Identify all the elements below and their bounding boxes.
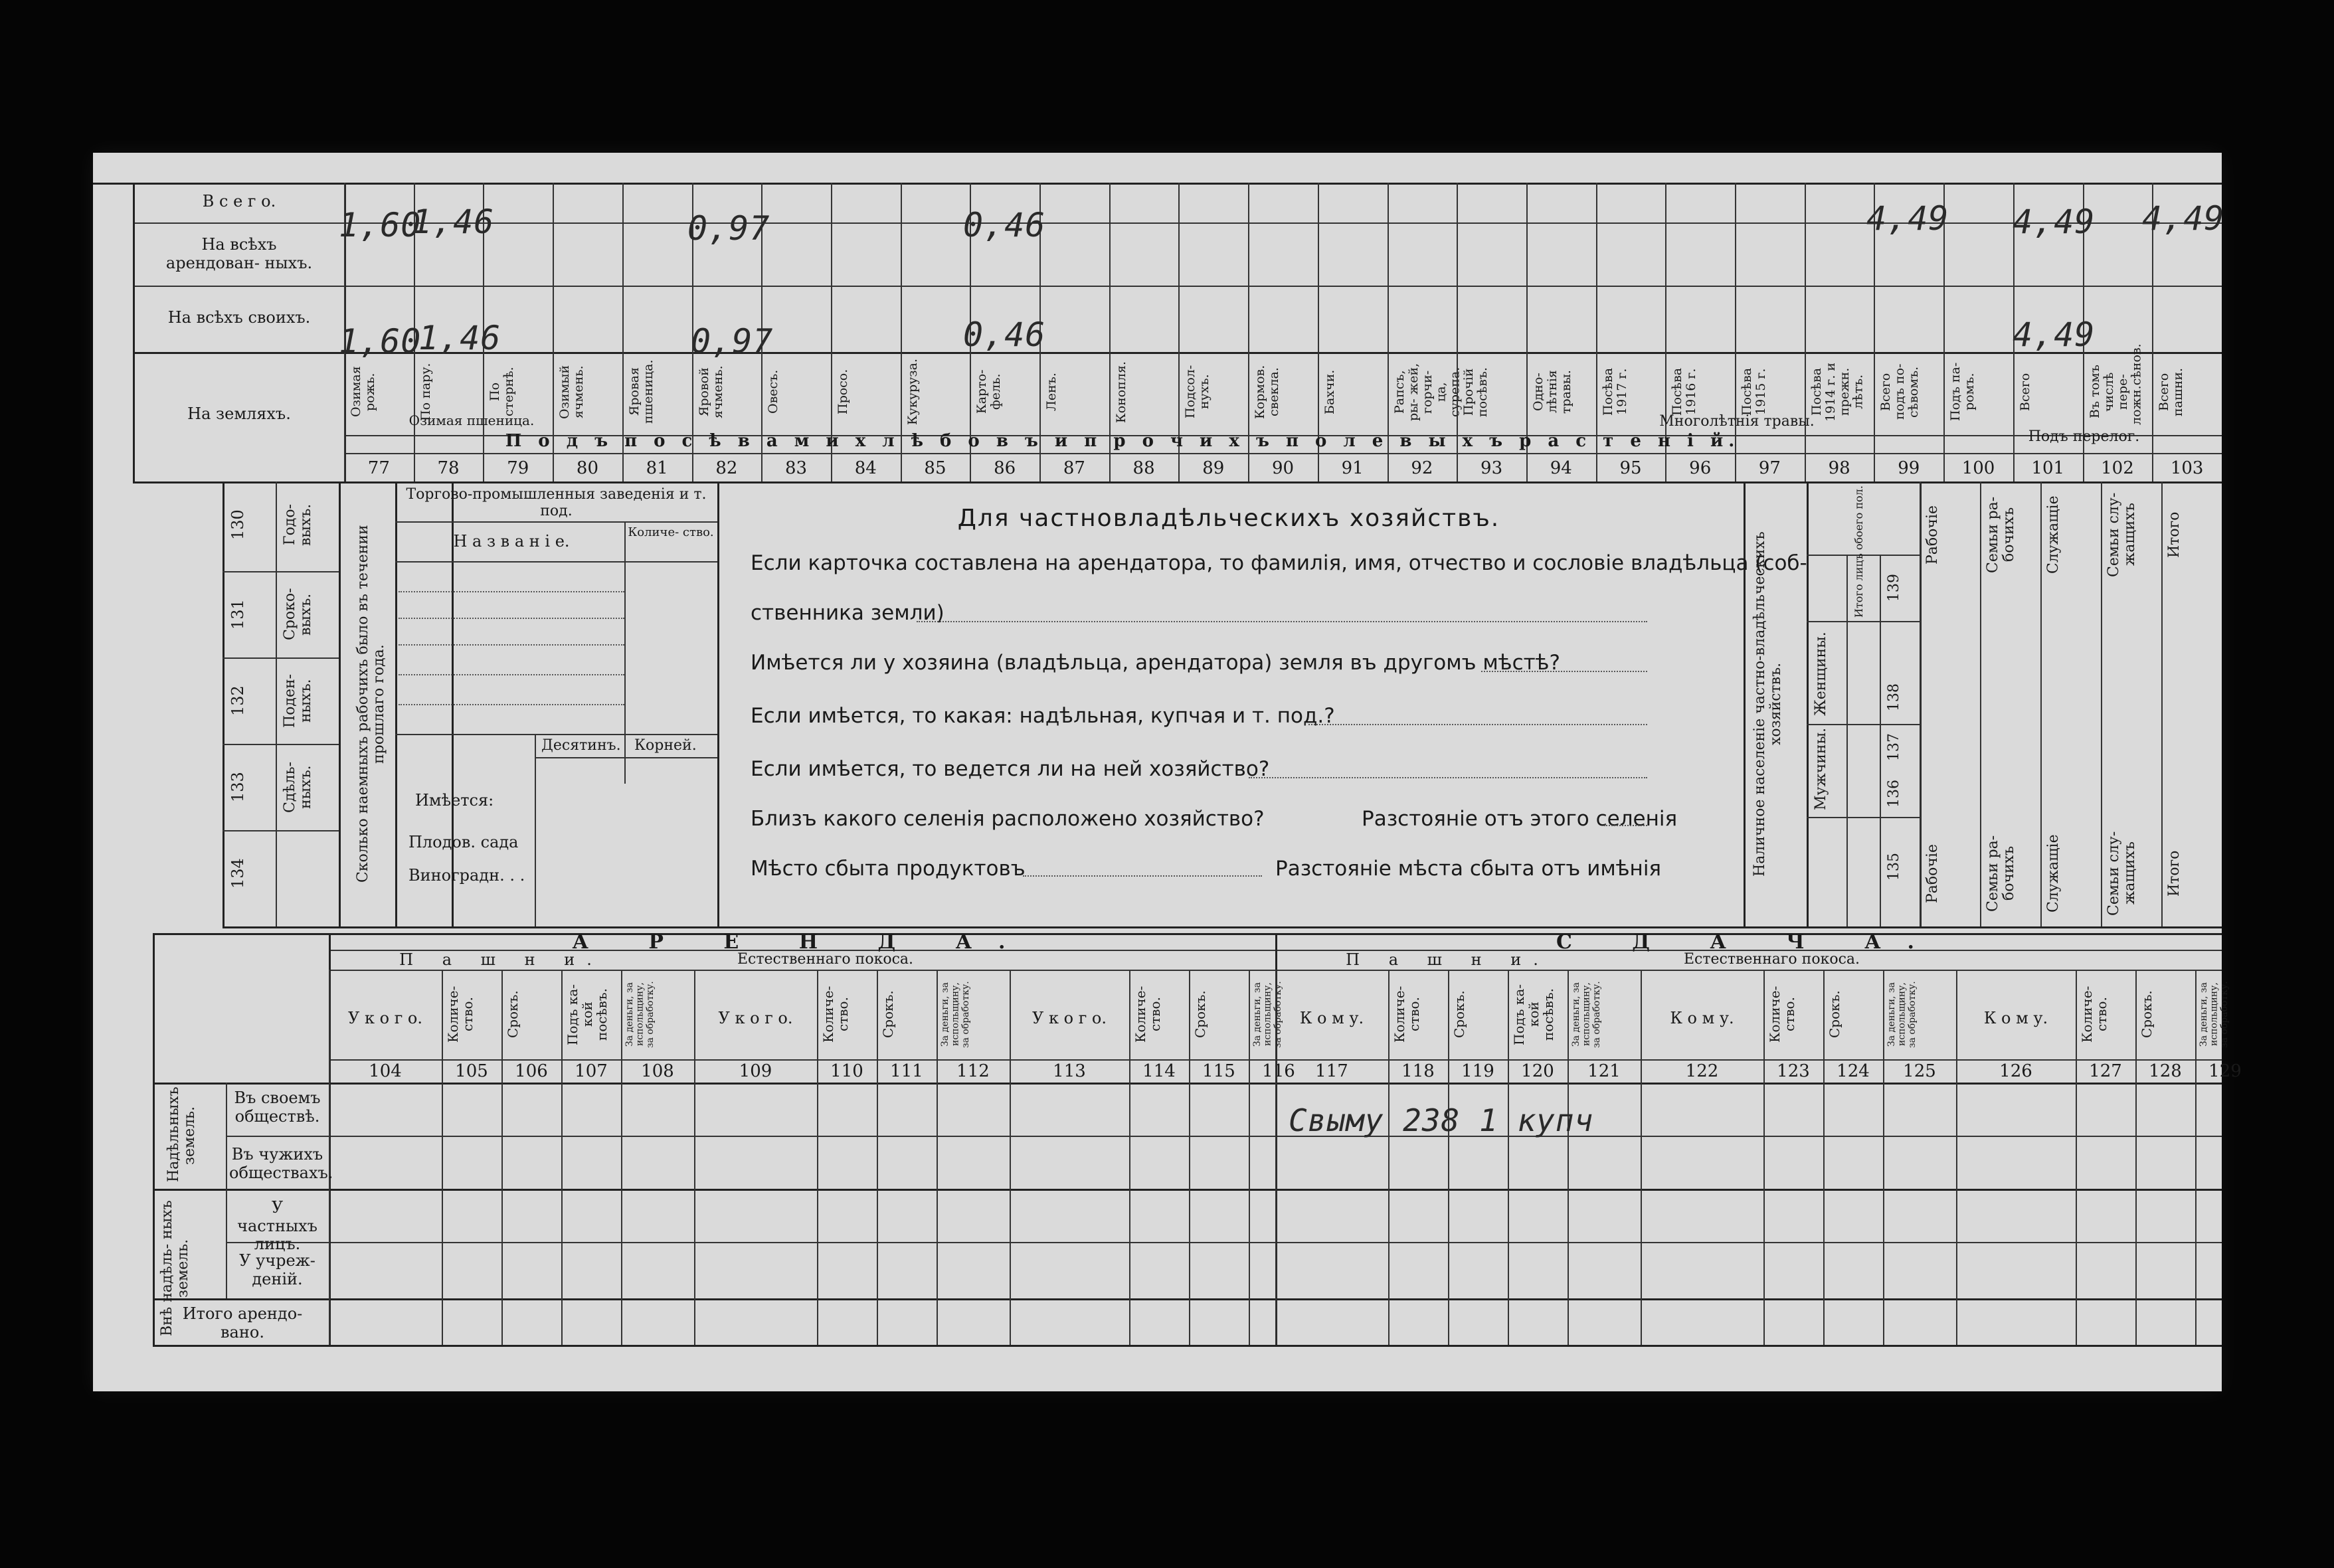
- crop-col-label: Карто- фель.: [974, 369, 1004, 414]
- row-rented-label: На всѣхъ арендован- ныхъ.: [165, 235, 313, 272]
- lease-col-label: Количе- ство.: [1132, 986, 1163, 1043]
- crop-col-number: 93: [1481, 458, 1503, 478]
- crop-col-number: 103: [2170, 458, 2204, 478]
- arenda-header: А Р Е Н Д А.: [572, 930, 1032, 954]
- sdacha-pokos: Естественнаго покоса.: [1683, 951, 1860, 968]
- row-other-obsh: Въ чужихъ обществахъ.: [229, 1145, 333, 1182]
- crop-col-label: Посѣва 1914 г. и прежн. лѣтъ.: [1809, 362, 1866, 422]
- winter-wheat-label: Озимая пшеница.: [408, 412, 535, 428]
- hw-own-1: 1,60: [339, 322, 422, 361]
- private-q4: Если имѣется, то ведется ли на ней хозяйство?: [751, 757, 1270, 781]
- trade-orchard: Плодов. сада: [408, 833, 519, 851]
- crop-col-label: По пару.: [418, 363, 433, 421]
- crop-col-number: 83: [785, 458, 808, 478]
- trade-vineyard: Виноградн. . .: [408, 866, 525, 885]
- crop-col-number: 91: [1341, 458, 1364, 478]
- crop-col-number: 95: [1619, 458, 1642, 478]
- crop-col-label: Посѣва 1915 г.: [1740, 367, 1768, 416]
- row-own-label: На всѣхъ своихъ.: [167, 308, 311, 327]
- lease-col-label: За деньги, за испольщину, за обработку.: [624, 981, 656, 1048]
- crop-col-number: 96: [1689, 458, 1712, 478]
- population-right-col-label: Семьи слу- жащихъ: [2106, 492, 2139, 577]
- private-q6a: Мѣсто сбыта продуктовъ: [751, 857, 1026, 881]
- lease-col-label: Срокъ.: [1827, 990, 1842, 1039]
- lease-col-label: К о м у.: [1670, 1009, 1734, 1027]
- lease-col-number: 124: [1837, 1061, 1870, 1081]
- crop-col-label: Всего подъ по- сѣвомъ.: [1878, 363, 1922, 420]
- trade-header: Торгово-промышленныя заведенiя и т. под.: [406, 486, 707, 520]
- fallow-label: Подъ перелог.: [2028, 428, 2140, 445]
- hw-own-5: 4,49: [2013, 315, 2096, 354]
- hw-own-4: 0,46: [963, 315, 1046, 354]
- population-side-label: Наличное населенiе частно-владѣльческихъ хозяйствъ.: [1751, 531, 1785, 877]
- row-on-lands-label: На земляхъ.: [187, 404, 291, 423]
- workers-col-label: [282, 837, 335, 910]
- lease-col-label: Срокъ.: [1451, 990, 1467, 1039]
- hw-total-5: 4,49: [1866, 199, 1949, 238]
- private-q5a: Близъ какого селенiя расположено хозяйство?: [751, 807, 1265, 831]
- crop-col-number: 102: [2101, 458, 2134, 478]
- crop-col-number: 85: [924, 458, 946, 478]
- lease-col-number: 119: [1461, 1061, 1494, 1081]
- lease-col-label: Срокъ.: [2139, 990, 2155, 1039]
- crop-col-label: Всего: [2017, 373, 2032, 411]
- lease-col-label: Количе- ство.: [1767, 986, 1797, 1043]
- lease-col-number: 106: [515, 1061, 548, 1081]
- crop-col-label: Подъ па- ромъ.: [1948, 362, 1977, 422]
- row-own-obsh: Въ своемъ обществѣ.: [234, 1089, 321, 1126]
- crop-col-number: 90: [1271, 458, 1295, 478]
- lease-col-label: К о м у.: [1983, 1009, 2048, 1027]
- lease-col-number: 125: [1903, 1061, 1936, 1081]
- crop-col-label: Одно- лѣтнiя травы.: [1530, 370, 1573, 414]
- population-right-col-label: Рабочiе: [1924, 843, 1941, 903]
- lease-col-label: Срокъ.: [505, 990, 521, 1039]
- lease-col-number: 129: [2208, 1061, 2242, 1081]
- lease-col-number: 117: [1315, 1061, 1348, 1081]
- lease-col-label: За деньги, за испольщину, за обработку.: [1571, 981, 1602, 1048]
- crop-col-number: 92: [1411, 458, 1433, 478]
- lease-col-label: Количе- ство.: [820, 986, 851, 1043]
- crop-col-number: 97: [1758, 458, 1781, 478]
- population-col-number: 137: [1886, 733, 1902, 761]
- crop-col-number: 94: [1550, 458, 1572, 478]
- population-right-col-label: Семьи слу- жащихъ: [2106, 831, 2139, 916]
- crop-col-number: 81: [646, 458, 668, 478]
- trade-qty-col: Количе- ство.: [628, 525, 714, 539]
- lease-col-number: 115: [1202, 1061, 1235, 1081]
- lease-col-label: За деньги, за испольщину, за обработку.: [1252, 981, 1283, 1048]
- lease-col-label: Срокъ.: [880, 990, 896, 1039]
- lease-col-label: У к о г о.: [1032, 1009, 1107, 1027]
- crop-col-label: Яровая пшеница.: [626, 359, 656, 424]
- lease-col-number: 118: [1401, 1061, 1435, 1081]
- crop-col-number: 99: [1898, 458, 1920, 478]
- lease-col-number: 110: [830, 1061, 863, 1081]
- workers-col-label: Сроко- выхъ.: [282, 588, 315, 641]
- population-women: Женщины.: [1813, 632, 1829, 717]
- row-total-label: В с е г о.: [202, 192, 276, 211]
- private-q6b: Разстоянiе мѣста сбыта отъ имѣнiя: [1275, 857, 1662, 881]
- population-men: Мужчины.: [1813, 727, 1829, 810]
- population-right-col-label: Семьи ра- бочихъ: [1985, 835, 2018, 912]
- hw-total-7: 4,49: [2142, 199, 2225, 238]
- trade-desyatin: Десятинъ.: [541, 737, 621, 754]
- crop-col-number: 79: [507, 458, 529, 478]
- crop-col-label: Бахчи.: [1322, 369, 1337, 414]
- crop-col-label: Подсол- нухъ.: [1183, 365, 1212, 419]
- private-q1a: Если карточка составлена на арендатора, то фамилiя, имя, отчество и сословiе владѣльца (соб-: [751, 551, 1807, 575]
- private-q2: Имѣется ли у хозяина (владѣльца, арендатора) земля въ другомъ мѣстѣ?: [751, 651, 1560, 675]
- hw-own-2: 1,46: [418, 319, 501, 357]
- lease-col-number: 123: [1777, 1061, 1810, 1081]
- lease-col-number: 108: [641, 1061, 674, 1081]
- hw-total-1: 1,60: [339, 206, 422, 244]
- private-q3: Если имѣется, то какая: надѣльная, купчая и т. под.?: [751, 704, 1335, 728]
- lease-col-number: 114: [1142, 1061, 1176, 1081]
- row-itogo: Итого арендо- вано.: [182, 1304, 303, 1342]
- crop-col-number: 98: [1828, 458, 1850, 478]
- perennial-label: Многолѣтнiя травы.: [1659, 413, 1815, 430]
- population-right-col-label: Служащiе: [2045, 495, 2062, 574]
- trade-has: Имѣется:: [415, 791, 494, 810]
- crop-col-label: Просо.: [835, 369, 850, 415]
- arenda-pokos: Естественнаго покоса.: [737, 951, 913, 968]
- crop-col-number: 77: [367, 458, 390, 478]
- arenda-pashni: П а ш н и.: [399, 950, 604, 969]
- crop-col-number: 87: [1063, 458, 1085, 478]
- population-right-col-label: Семьи ра- бочихъ: [1985, 496, 2018, 573]
- crop-col-number: 89: [1202, 458, 1225, 478]
- crop-col-label: Озимый ячмень.: [557, 365, 586, 419]
- lease-col-number: 126: [1999, 1061, 2032, 1081]
- lease-col-label: К о м у.: [1299, 1009, 1364, 1027]
- row-group-nadel: Надѣльныхъ земель.: [165, 1087, 199, 1182]
- lease-col-number: 105: [455, 1061, 488, 1081]
- lease-col-number: 116: [1262, 1061, 1295, 1081]
- crop-col-label: Ленъ.: [1044, 373, 1059, 411]
- crop-col-label: Прочiй посѣвъ.: [1461, 367, 1490, 417]
- row-group-vne: Внѣ надѣль- ныхъ земель.: [159, 1200, 192, 1337]
- workers-col-number: 131: [228, 599, 247, 630]
- lease-col-label: За деньги, за испольщину, за обработку.: [1886, 981, 1918, 1048]
- private-q5b: Разстоянiе отъ этого селенiя: [1362, 807, 1678, 831]
- population-right-col-label: Итого: [2166, 511, 2183, 558]
- crop-col-number: 101: [2031, 458, 2065, 478]
- lease-col-number: 127: [2089, 1061, 2122, 1081]
- lease-col-label: Подъ ка- кой посѣвъ.: [565, 984, 610, 1045]
- lease-col-number: 107: [575, 1061, 608, 1081]
- lease-col-label: Количе- ство.: [445, 986, 476, 1043]
- crop-col-label: Всего пашни.: [2157, 367, 2186, 416]
- population-right-col-label: Рабочiе: [1924, 505, 1941, 565]
- workers-col-label: Годо- выхъ.: [282, 503, 315, 546]
- lease-col-label: У к о г о.: [718, 1009, 793, 1027]
- lease-col-label: За деньги, за испольщину, за обработку.: [2199, 981, 2230, 1048]
- crop-col-number: 88: [1132, 458, 1155, 478]
- crop-col-number: 80: [576, 458, 598, 478]
- private-title: Для частновладѣльческихъ хозяйствъ.: [957, 505, 1500, 532]
- under-sowing-label: П о д ъ п о с ѣ в а м и х л ѣ б о в ъ и п р о ч и х ъ п о л е в ы х ъ р а с т е н i й.: [505, 431, 1740, 451]
- population-col-number: 136: [1886, 780, 1902, 808]
- lease-col-label: За деньги, за испольщину, за обработку.: [940, 981, 971, 1048]
- hired-workers-side-label: Сколько наемныхъ рабочихъ было въ течении прошлаго года.: [355, 525, 388, 883]
- lease-col-number: 120: [1521, 1061, 1554, 1081]
- crop-col-number: 84: [854, 458, 877, 478]
- lease-col-number: 121: [1587, 1061, 1621, 1081]
- population-col-number: 138: [1886, 683, 1902, 711]
- lease-handwriting: Свыму 238 1 купч: [1289, 1102, 1594, 1138]
- lease-col-number: 122: [1685, 1061, 1719, 1081]
- workers-col-number: 130: [228, 509, 247, 540]
- crop-col-label: Кукуруза.: [905, 358, 920, 425]
- sdacha-header: С Д А Ч А.: [1556, 930, 1941, 954]
- sdacha-pashni: П а ш н и.: [1346, 950, 1550, 969]
- trade-name-col: Н а з в а н i е.: [453, 532, 570, 551]
- crop-col-number: 78: [437, 458, 460, 478]
- population-col-number: 135: [1886, 853, 1902, 881]
- crop-col-number: 82: [715, 458, 738, 478]
- lease-col-number: 112: [956, 1061, 990, 1081]
- crop-col-number: 86: [994, 458, 1016, 478]
- trade-korney: Корней.: [634, 737, 697, 754]
- workers-col-label: Сдѣль- ныхъ.: [282, 761, 315, 813]
- crop-col-label: Овесъ.: [766, 369, 781, 414]
- lease-col-number: 111: [890, 1061, 923, 1081]
- workers-col-number: 132: [228, 685, 247, 716]
- private-q1b: ственника земли): [751, 601, 944, 625]
- crop-col-label: Конопля.: [1113, 361, 1128, 423]
- crop-col-label: Кормов. свекла.: [1253, 365, 1282, 419]
- population-col-number: 139: [1886, 574, 1902, 602]
- lease-col-number: 109: [739, 1061, 772, 1081]
- crop-col-label: Рапсъ, ры- жей, горчи- ца, сурепа.: [1391, 363, 1463, 421]
- lease-col-label: Срокъ.: [1192, 990, 1208, 1039]
- lease-col-number: 128: [2149, 1061, 2182, 1081]
- crop-col-label: Яровой ячмень.: [696, 365, 725, 418]
- lease-col-label: Подъ ка- кой посѣвъ.: [1511, 984, 1556, 1045]
- population-grand: Итого лицъ обоего пол.: [1852, 485, 1865, 618]
- lease-col-label: Количе- ство.: [2079, 986, 2110, 1043]
- census-form-sheet: [93, 153, 2242, 1391]
- hw-total-6: 4,49: [2013, 203, 2096, 241]
- row-inst: У учреж- денiй.: [239, 1251, 315, 1288]
- population-right-col-label: Служащiе: [2045, 834, 2062, 913]
- workers-col-number: 133: [228, 772, 247, 802]
- crop-col-label: Озимая рожь.: [349, 366, 377, 418]
- hw-own-3: 0,97: [691, 322, 774, 361]
- crop-col-label: Посѣва 1917 г.: [1600, 367, 1629, 416]
- lease-col-number: 104: [369, 1061, 402, 1081]
- population-right-col-label: Итого: [2166, 850, 2183, 897]
- hw-total-3: 0,97: [687, 209, 770, 248]
- workers-col-label: Поден- ныхъ.: [282, 673, 315, 728]
- lease-col-label: У к о г о.: [348, 1009, 422, 1027]
- hw-total-4: 0,46: [963, 206, 1046, 244]
- lease-col-number: 113: [1053, 1061, 1086, 1081]
- crop-col-number: 100: [1961, 458, 1995, 478]
- crop-col-label: По стернѣ.: [488, 367, 517, 417]
- crop-col-label: Въ томъ числѣ пере- ложн.сѣнов.: [2087, 343, 2144, 425]
- row-private: У частныхъ лицъ.: [237, 1198, 317, 1254]
- workers-col-number: 134: [228, 858, 247, 889]
- crop-col-label: Посѣва 1916 г.: [1670, 367, 1699, 416]
- hw-total-2: 1,46: [412, 203, 495, 241]
- lease-col-label: Количе- ство.: [1391, 986, 1422, 1043]
